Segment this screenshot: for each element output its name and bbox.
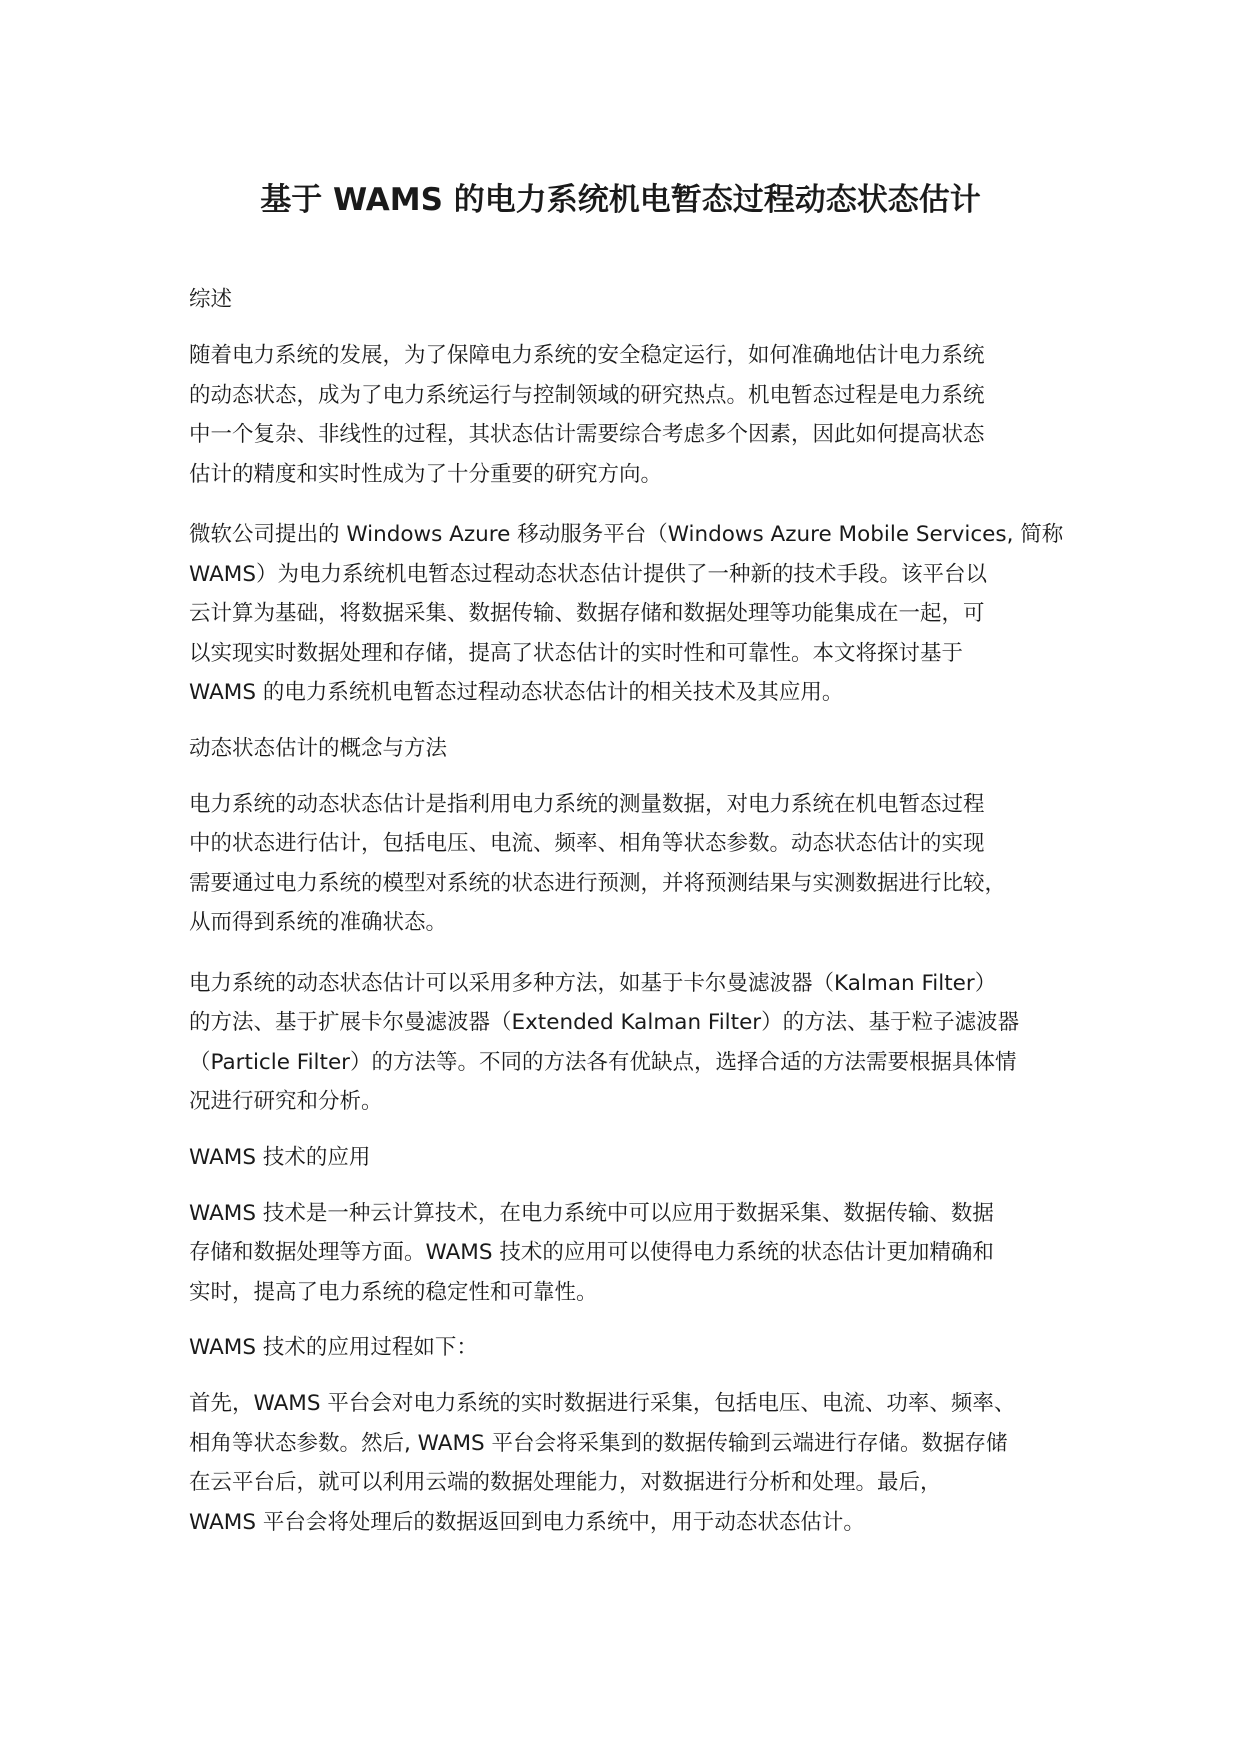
paragraph-line: 相角等状态参数。然后, WAMS 平台会将采集到的数据传输到云端进行存储。数据存储 <box>189 1430 1008 1456</box>
section-heading-overview: 综述 <box>189 287 233 312</box>
paragraph-line: WAMS 的电力系统机电暂态过程动态状态估计的相关技术及其应用。 <box>189 680 844 705</box>
paragraph-line: 从而得到系统的准确状态。 <box>189 910 448 935</box>
paragraph-intro <box>189 336 1079 494</box>
paragraph-line: 实时，提高了电力系统的稳定性和可靠性。 <box>189 1279 598 1305</box>
paragraph-line: WAMS）为电力系统机电暂态过程动态状态估计提供了一种新的技术手段。该平台以 <box>189 561 987 587</box>
paragraph-methods <box>189 964 1079 1122</box>
paragraph-wams-intro <box>189 515 1079 713</box>
paragraph-line: 云计算为基础，将数据采集、数据传输、数据存储和数据处理等功能集成在一起，可 <box>189 601 985 626</box>
paragraph-line: 的方法、基于扩展卡尔曼滤波器（Extended Kalman Filter）的方法、基于粒子滤波器 <box>189 1010 1020 1035</box>
paragraph-line: 需要通过电力系统的模型对系统的状态进行预测，并将预测结果与实测数据进行比较， <box>189 870 1007 896</box>
section-heading-concepts: 动态状态估计的概念与方法 <box>189 735 448 761</box>
paragraph-line: 况进行研究和分析。 <box>189 1089 383 1114</box>
paragraph-concept-definition <box>189 785 1079 943</box>
paragraph-line: 随着电力系统的发展，为了保障电力系统的安全稳定运行，如何准确地估计电力系统 <box>189 343 985 368</box>
paragraph-line: 电力系统的动态状态估计可以采用多种方法，如基于卡尔曼滤波器（Kalman Filter） <box>189 970 997 996</box>
paragraph-line: 电力系统的动态状态估计是指利用电力系统的测量数据，对电力系统在机电暂态过程 <box>189 791 985 817</box>
paragraph-line: 首先，WAMS 平台会对电力系统的实时数据进行采集，包括电压、电流、功率、频率、 <box>189 1391 1016 1416</box>
document-body <box>189 285 1079 1563</box>
paragraph-line: WAMS 平台会将处理后的数据返回到电力系统中，用于动态状态估计。 <box>189 1509 865 1535</box>
paragraph-line: 中一个复杂、非线性的过程，其状态估计需要综合考虑多个因素，因此如何提高状态 <box>189 422 985 447</box>
section-heading-wams-process: WAMS 技术的应用过程如下： <box>189 1335 478 1360</box>
section-heading-wams-application: WAMS 技术的应用 <box>189 1144 371 1170</box>
paragraph-line: 以实现实时数据处理和存储，提高了状态估计的实时性和可靠性。本文将探讨基于 <box>189 640 964 666</box>
paragraph-line: 的动态状态，成为了电力系统运行与控制领域的研究热点。机电暂态过程是电力系统 <box>189 382 985 408</box>
paragraph-line: 中的状态进行估计，包括电压、电流、频率、相角等状态参数。动态状态估计的实现 <box>189 831 985 856</box>
paragraph-line: 在云平台后，就可以利用云端的数据处理能力，对数据进行分析和处理。最后， <box>189 1470 942 1495</box>
paragraph-line: 存储和数据处理等方面。WAMS 技术的应用可以使得电力系统的状态估计更加精确和 <box>189 1240 994 1265</box>
paragraph-line: 估计的精度和实时性成为了十分重要的研究方向。 <box>189 461 663 487</box>
paragraph-line: （Particle Filter）的方法等。不同的方法各有优缺点，选择合适的方法需要根据具体情 <box>189 1049 1017 1075</box>
document-title: 基于 WAMS 的电力系统机电暂态过程动态状态估计 <box>260 182 981 218</box>
paragraph-wams-process-steps <box>189 1384 1079 1542</box>
paragraph-line: WAMS 技术是一种云计算技术，在电力系统中可以应用于数据采集、数据传输、数据 <box>189 1200 994 1226</box>
paragraph-line: 微软公司提出的 Windows Azure 移动服务平台（Windows Azure Mobile Services, 简称 <box>189 522 1064 547</box>
paragraph-wams-technology <box>189 1194 1079 1313</box>
